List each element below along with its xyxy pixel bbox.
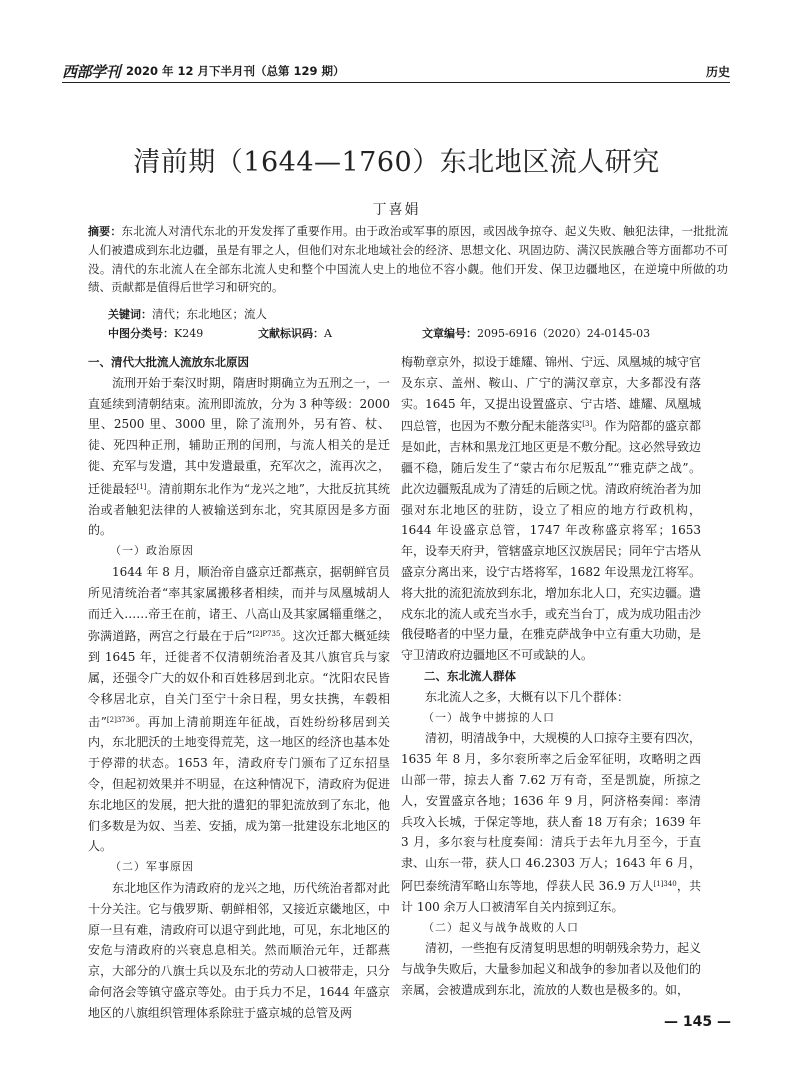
abstract: [88, 222, 728, 296]
paragraph-text: 。再加上清前期连年征战，百姓纷纷移居到关内，东北肥沃的土地变得荒芜，这一地区的经济也基本处于停滞的状态。1653 年，清政府专门颁布了辽东招垦令，但起初效果并不明显，在这种情况下，清政府为促进东北地区的发展，把大批的遣犯的罪犯流放到了东北，他们多数是为奴、当差、安插，成为第一批建设东北地区的人。: [88, 714, 390, 854]
paragraph-text: 梅勒章京外，拟设于雄耀、锦州、宁远、凤凰城的城守官及东京、盖州、鞍山、广宁的满汉章京，大多都没有落实。1645 年，又提出设置盛京、宁古塔、雄耀、凤凰城四总管，也因为不敷分配未能落实: [401, 355, 702, 434]
journal-logo: 西部学刊: [62, 63, 121, 81]
paragraph-text: 。作为陪都的盛京都是如此，吉林和黑龙江地区更是不敷分配。这必然导致边疆不稳，随后发生了“蒙古布尔尼叛乱”“雅克萨之战”。此次边疆叛乱成为了清廷的后顾之忧。清政府统治者为加强对东北地区的驻防，设立了相应的地方行政机构，1644 年设盛京总管，1747 年改称盛京将军；1653 年，设奉天府尹，管辖盛京地区汉族居民；同年宁古塔从盛京分离出来，设宁古塔将军，1682 年设黑龙江将军。将大批的流犯流放到东北，增加东北人口，充实边疆。遣戍东北的流人或充当水手，或充当台丁，成为成功阻击沙俄侵略者的中坚力量，在雅克萨战争中立有重大功勋，是守卫清政府边疆地区不可或缺的人。: [401, 419, 702, 663]
article-no-meta: [422, 325, 650, 341]
subsection-heading: （二）起义与战争战败的人口: [423, 920, 579, 934]
paragraph-text: 清初，明清战争中，大规模的人口掠夺主要有四次，1635 年 8 月，多尔衮所率之后金军征明，攻略明之西山部一带，掠去人畜 7.62 万有奇，至是凯旋，所掠之人，安置盛京各地；1636 年 9 月，阿济格奏闻：率清兵攻入长城，于保定等地，获人畜 18 万有余；1639 年 3 月，多尔衮与杜度奏闻：清兵于去年九月至今，于直隶、山东一带，获人口 46.2303 万人；1643 年 6 月，阿巴泰统清军略山东等地，俘获人民 36.9 万人: [401, 731, 702, 893]
article-no-label: 文章编号：: [422, 327, 477, 340]
article-title: 清前期（1644—1760）东北地区流人研究: [133, 147, 660, 178]
citation: [3]: [582, 420, 593, 429]
abstract-text: 东北流人对清代东北的开发发挥了重要作用。由于政治或军事的原因，或因战争掠夺、起义失败、触犯法律，一批批流人们被遣成到东北边疆，虽是有罪之人，但他们对东北地域社会的经济、思想文化、巩固边防、满汉民族融合等方面都功不可没。清代的东北流人在全部东北流人史和整个中国流人史上的地位不容小觑。他们开发、保卫边疆地区，在逆境中所做的功绩、贡献都是值得后世学习和研究的。: [88, 224, 728, 294]
abstract-label: 摘要：: [88, 225, 122, 238]
paragraph: [88, 373, 390, 541]
citation: [1]340: [653, 879, 677, 888]
journal-issue: 2020 年 12 月下半月刊（总第 129 期）: [126, 64, 345, 78]
citation: [2]P735: [252, 630, 281, 639]
clc-value: K249: [174, 327, 204, 340]
paragraph-text: ，共计 100 余万人口被清军自关内掠到辽东。: [401, 878, 701, 914]
keywords-text: 清代；东北地区；流人: [152, 307, 267, 321]
page-header: [62, 60, 730, 83]
subsection-heading: （一）战争中掳掠的人口: [423, 710, 555, 724]
paragraph-text: 1644 年 8 月，顺治帝自盛京迁都燕京，据朝鲜官员所见清统治者“率其家属搬移者相续，而并与凤凰城胡人而迁入……帝王在前，诸王、八高山及其家属辎重继之，弥满道路，两宫之行最在于后”: [88, 564, 390, 644]
body-column-right: [401, 352, 701, 1001]
paragraph-text: 。这次迁都大概延续到 1645 年，迁徙者不仅清朝统治者及其八旗官兵与家属，还强令广大的奴仆和百姓移居到北京。“沈阳农民皆令移居北京，自关门至宁十余日程，男女扶携，车毂相击”: [88, 629, 390, 729]
citation: [2]3736: [106, 715, 135, 724]
keywords-label: 关键词：: [108, 308, 152, 321]
paragraph-text: 流刑开始于秦汉时期，隋唐时期确立为五刑之一，一直延续到清朝结束。流刑即流放，分为 3 种等级：2000 里、2500 里、3000 里，除了流刑外，另有笞、杖、徒、死四种正刑，辅助正刑的闰刑，与流人相关的是迁徙、充军与发遣，其中发遣最重，充军次之，流再次之，迁徙最轻: [88, 375, 390, 496]
doc-code-value: A: [324, 327, 332, 340]
keywords: [108, 306, 267, 322]
paragraph: [88, 562, 390, 857]
paragraph: [401, 728, 701, 917]
paragraph: 清初，一些抱有反清复明思想的明朝残余势力，起义与战争失败后，大量参加起义和战争的参加者以及他们的亲属，会被遣成到东北，流放的人数也是极多的。如，: [401, 941, 702, 997]
doc-code-meta: [258, 325, 332, 341]
paragraph-text: 。清前期东北作为“龙兴之地”，大批反抗其统治或者触犯法律的人被输送到东北，究其原因是多方面的。: [88, 481, 390, 538]
article-no-value: 2095-6916（2020）24-0145-03: [477, 327, 651, 340]
section-label: 历史: [705, 65, 730, 79]
clc-label: 中图分类号：: [108, 327, 174, 340]
page-number: — 145 —: [664, 1014, 731, 1030]
section-heading: 二、东北流人群体: [424, 668, 516, 683]
section-heading: 一、清代大批流人流放东北原因: [88, 355, 249, 369]
paragraph: 东北地区作为清政府的龙兴之地，历代统治者都对此十分关注。它与俄罗斯、朝鲜相邻，又接近京畿地区，中原一旦有难，清政府可以退守到此地，可见，东北地区的安危与清政府的兴衰息息相关。然而顺治元年，迁都燕京，大部分的八旗士兵以及东北的劳动人口被带走，只分命何洛会等镇守盛京等处。由于兵力不足，1644 年盛京地区的八旗组织管理体系除驻于盛京城的总管及两: [88, 880, 390, 1020]
article-author: 丁喜娟: [372, 202, 421, 218]
doc-code-label: 文献标识码：: [258, 327, 324, 340]
citation: [1]: [136, 482, 147, 491]
body-column-left: [88, 352, 390, 1024]
paragraph: 东北流人之多，大概有以下几个群体：: [425, 689, 630, 704]
paragraph: [401, 352, 701, 666]
subsection-heading: （一）政治原因: [110, 544, 194, 558]
subsection-heading: （二）军事原因: [110, 860, 194, 874]
clc-meta: [108, 325, 203, 341]
